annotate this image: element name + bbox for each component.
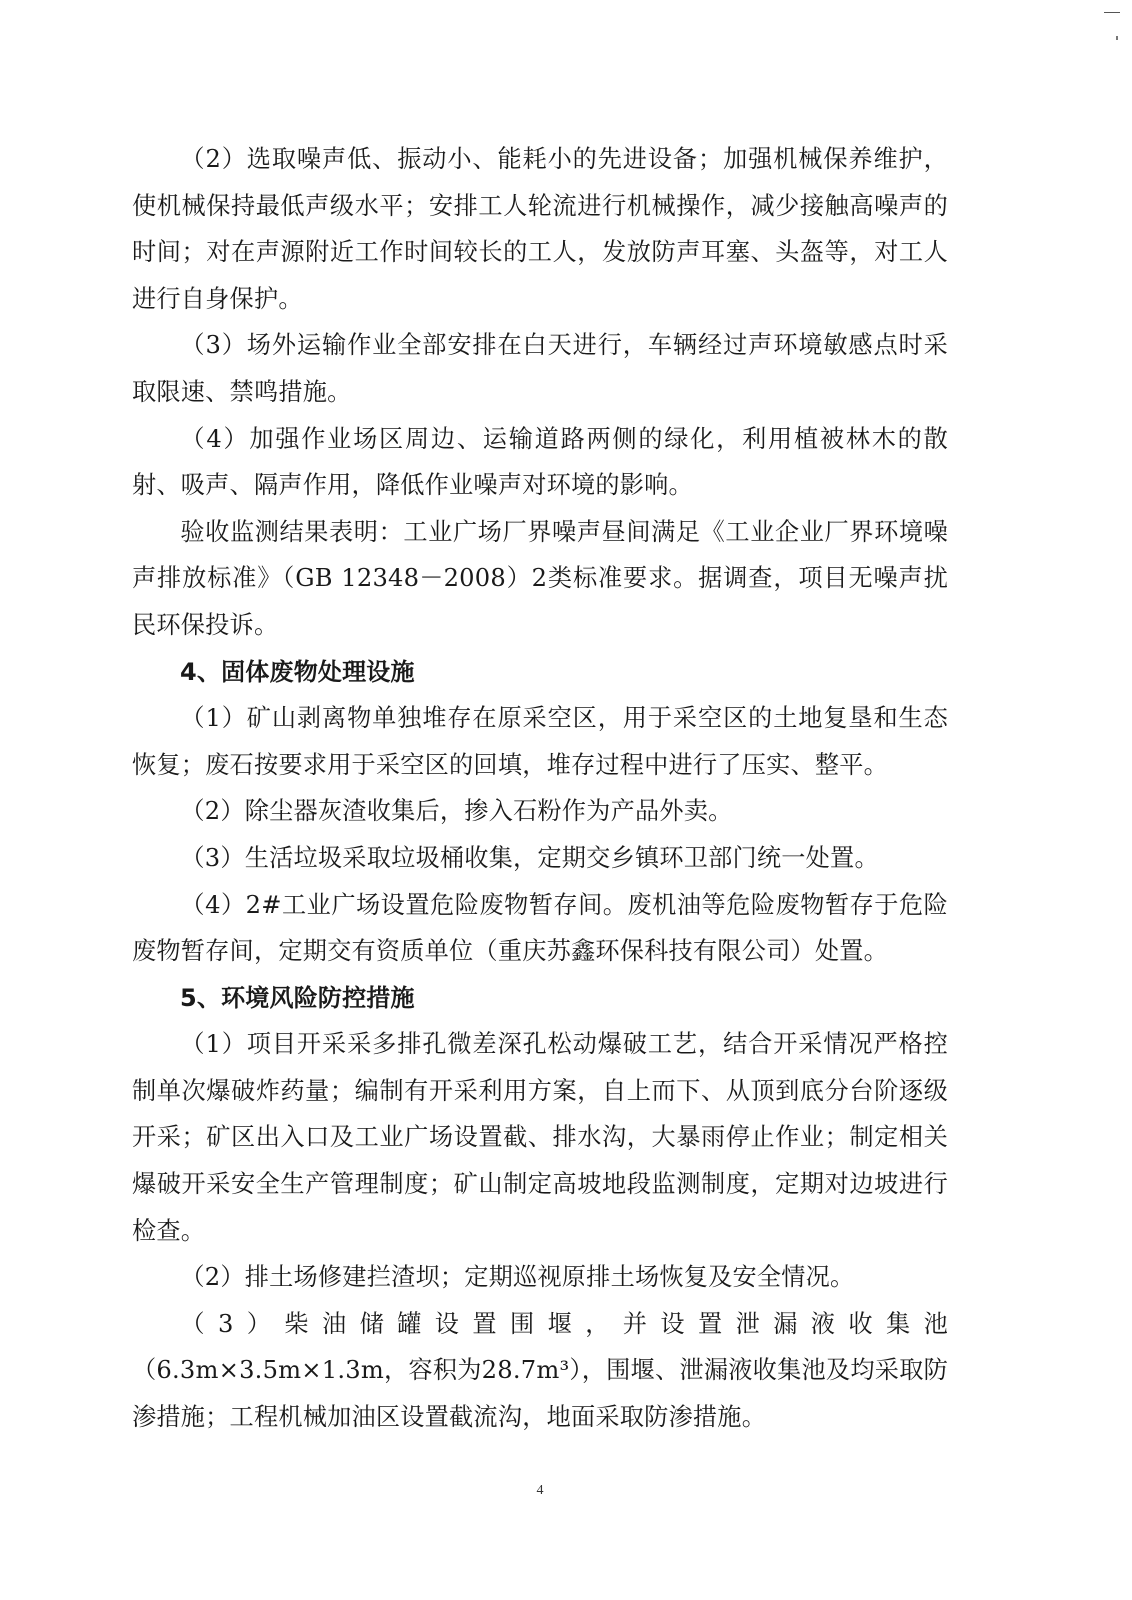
paragraph-waste-domestic: （3）生活垃圾采取垃圾桶收集，定期交乡镇环卫部门统一处置。 xyxy=(180,843,879,872)
paragraph-waste-stripping: （1）矿山剥离物单独堆存在原采空区，用于采空区的土地复垦和生态恢复；废石按要求用于采空区的回填，堆存过程中进行了压实、整平。 xyxy=(132,704,948,779)
paragraph-waste-dust-residue: （2）除尘器灰渣收集后，掺入石粉作为产品外卖。 xyxy=(180,797,733,826)
scan-corner-mark xyxy=(1104,12,1120,13)
paragraph-risk-blasting: （1）项目开采采多排孔微差深孔松动爆破工艺，结合开采情况严格控制单次爆破炸药量；编制有开采利用方案，自上而下、从顶到底分台阶逐级开采；矿区出入口及工业广场设置截、排水沟，大暴雨停止作业；制定相关爆破开采安全生产管理制度；矿山制定高坡地段监测制度，定期对边坡进行检查。 xyxy=(132,1030,948,1245)
paragraph-risk-diesel-tank: （3）柴油储罐设置围堰，并设置泄漏液收集池（6.3m×3.5m×1.3m，容积为28.7m³），围堰、泄漏液收集池及均采取防渗措施；工程机械加油区设置截流沟，地面采取防渗措施。 xyxy=(132,1309,948,1432)
paragraph-noise-transport: （3）场外运输作业全部安排在白天进行，车辆经过声环境敏感点时采取限速、禁鸣措施。 xyxy=(132,331,948,406)
paragraph-waste-hazardous: （4）2#工业广场设置危险废物暂存间。废机油等危险废物暂存于危险废物暂存间，定期交有资质单位（重庆苏鑫环保科技有限公司）处置。 xyxy=(132,890,948,966)
paragraph-risk-dump-site: （2）排土场修建拦渣坝；定期巡视原排土场恢复及安全情况。 xyxy=(180,1263,855,1292)
paragraph-noise-greening: （4）加强作业场区周边、运输道路两侧的绿化，利用植被林木的散射、吸声、隔声作用，降低作业噪声对环境的影响。 xyxy=(132,424,948,500)
page-number: 4 xyxy=(536,1483,544,1498)
paragraph-noise-monitoring-result: 验收监测结果表明：工业广场厂界噪声昼间满足《工业企业厂界环境噪声排放标准》（GB 12348－2008）2类标准要求。据调查，项目无噪声扰民环保投诉。 xyxy=(132,517,948,639)
scan-edge-mark xyxy=(1116,36,1118,40)
section-heading-risk-control: 5、环境风险防控措施 xyxy=(180,983,415,1012)
paragraph-noise-equipment: （2）选取噪声低、振动小、能耗小的先进设备；加强机械保养维护，使机械保持最低声级水平；安排工人轮流进行机械操作，减少接触高噪声的时间；对在声源附近工作时间较长的工人，发放防声耳塞、头盔等，对工人进行自身保护。 xyxy=(132,145,948,313)
page-body xyxy=(132,136,948,1441)
section-heading-solid-waste: 4、固体废物处理设施 xyxy=(180,657,415,686)
